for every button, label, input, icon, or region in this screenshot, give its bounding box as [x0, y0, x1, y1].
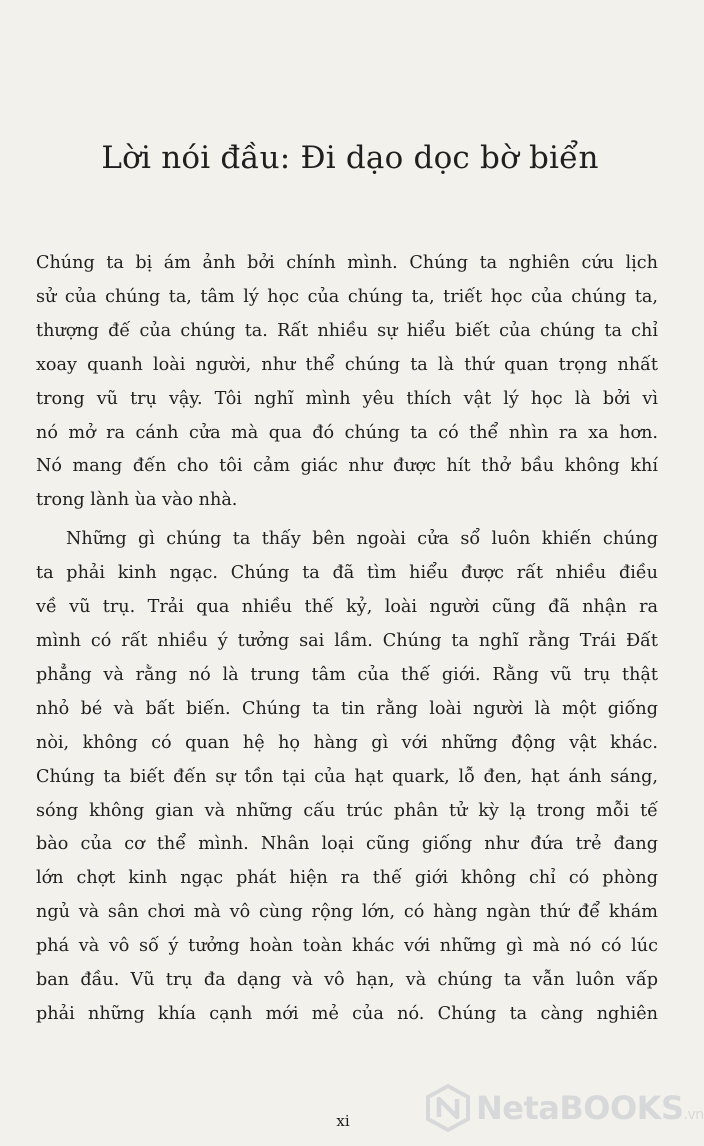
text-line: trong vũ trụ vậy. Tôi nghĩ mình yêu thích vật lý học là bởi vì — [36, 388, 658, 409]
text-line: phá và vô số ý tưởng hoàn toàn khác với những gì mà nó có lúc — [36, 936, 658, 957]
text-line: lớn chợt kinh ngạc phát hiện ra thế giới không chỉ có phòng — [36, 868, 658, 889]
watermark-brand — [476, 1089, 704, 1127]
text-line: ngủ và sân chơi mà vô cùng rộng lớn, có hàng ngàn thứ để khám — [36, 902, 658, 923]
text-line: nhỏ bé và bất biến. Chúng ta tin rằng loài người là một giống — [36, 698, 658, 719]
text-line: phẳng và rằng nó là trung tâm của thế giới. Rằng vũ trụ thật — [36, 664, 658, 685]
watermark-brand-text: NetaBOOKS — [476, 1089, 684, 1127]
text-line: nó mở ra cánh cửa mà qua đó chúng ta có thể nhìn ra xa hơn. — [36, 422, 658, 443]
netabooks-watermark — [424, 1082, 704, 1134]
text-line: Nó mang đến cho tôi cảm giác như được hít thở bầu không khí — [36, 456, 658, 477]
text-line: ta phải kinh ngạc. Chúng ta đã tìm hiểu được rất nhiều điều — [36, 563, 658, 584]
text-line: về vũ trụ. Trải qua nhiều thế kỷ, loài người cũng đã nhận ra — [36, 597, 658, 618]
text-line: sử của chúng ta, tâm lý học của chúng ta, triết học của chúng ta, — [36, 286, 658, 307]
text-line: nòi, không có quan hệ họ hàng gì với những động vật khác. — [36, 732, 658, 753]
text-line: Những gì chúng ta thấy bên ngoài cửa sổ luôn khiến chúng — [66, 529, 658, 550]
text-line: sóng không gian và những cấu trúc phân tử kỳ lạ trong mỗi tế — [36, 800, 658, 821]
text-line: phải những khía cạnh mới mẻ của nó. Chúng ta càng nghiên — [36, 1003, 658, 1024]
text-line: thượng đế của chúng ta. Rất nhiều sự hiểu biết của chúng ta chỉ — [36, 320, 658, 341]
text-line: ban đầu. Vũ trụ đa dạng và vô hạn, và chúng ta vẫn luôn vấp — [36, 970, 658, 991]
watermark-suffix: .vn — [683, 1107, 704, 1123]
neta-logo-icon — [424, 1084, 472, 1132]
text-line: xoay quanh loài người, như thể chúng ta là thứ quan trọng nhất — [36, 354, 658, 375]
text-line: trong lành ùa vào nhà. — [36, 490, 238, 511]
chapter-title: Lời nói đầu: Đi dạo dọc bờ biển — [101, 140, 599, 176]
text-line: Chúng ta bị ám ảnh bởi chính mình. Chúng ta nghiên cứu lịch — [36, 253, 658, 273]
text-line: mình có rất nhiều ý tưởng sai lầm. Chúng ta nghĩ rằng Trái Đất — [36, 630, 658, 651]
body-text — [36, 247, 658, 1032]
page-number: xi — [336, 1112, 350, 1130]
text-line: bào của cơ thể mình. Nhân loại cũng giống như đứa trẻ đang — [36, 834, 658, 855]
text-line: Chúng ta biết đến sự tồn tại của hạt quark, lỗ đen, hạt ánh sáng, — [36, 766, 658, 787]
